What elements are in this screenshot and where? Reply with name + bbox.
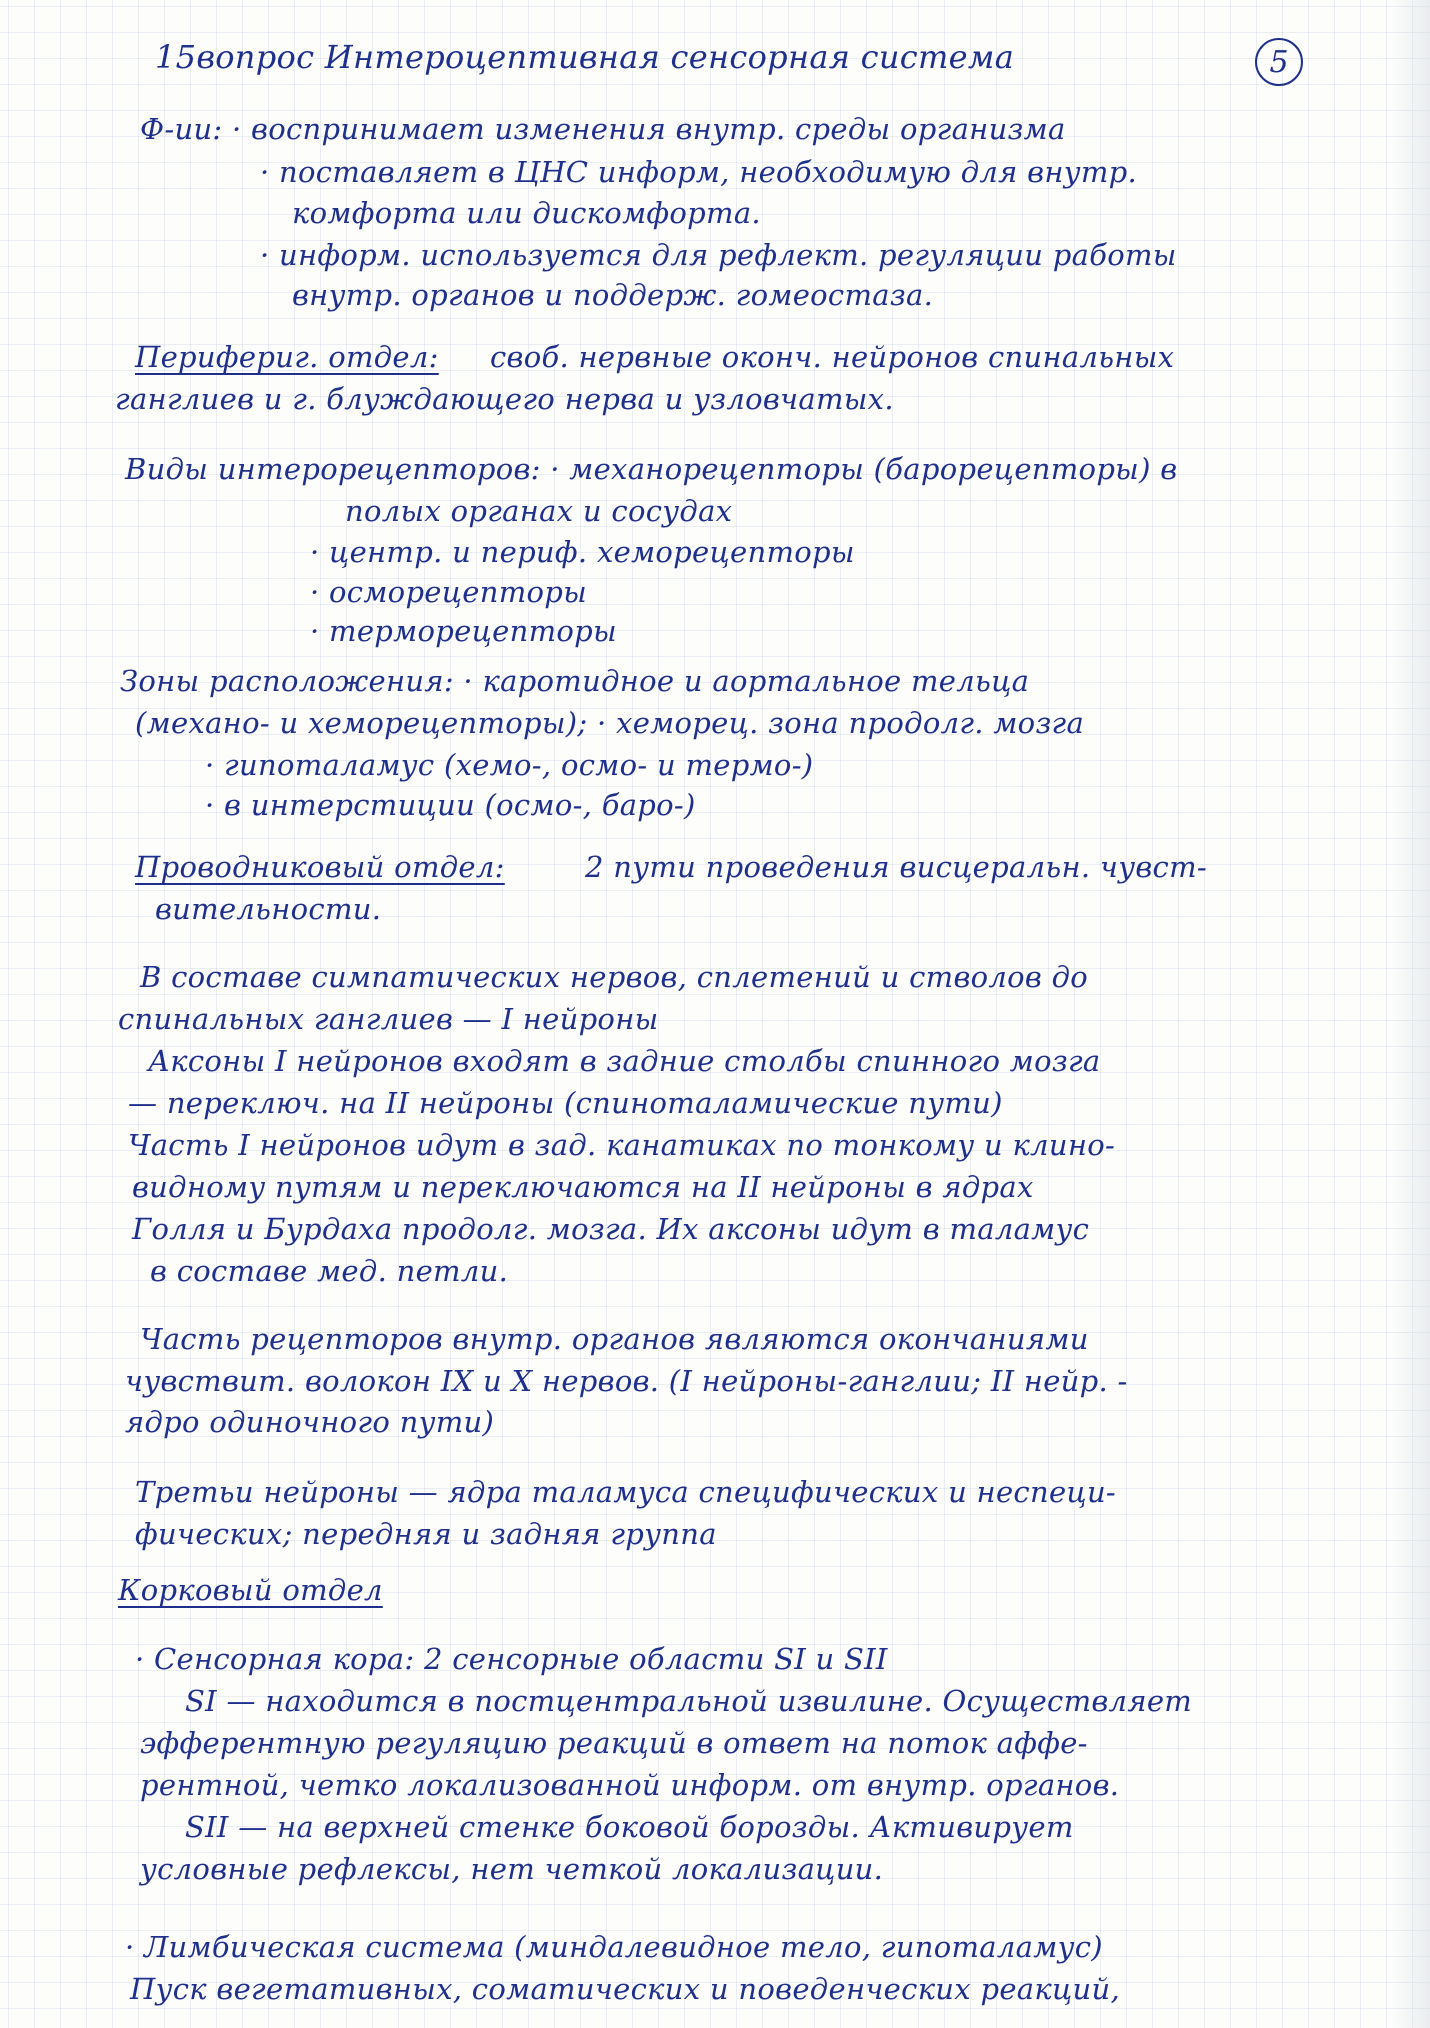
text-line: SII — на верхней стенке боковой борозды. Активирует: [185, 1810, 1074, 1844]
text-line: Голля и Бурдаха продолг. мозга. Их аксоны идут в таламус: [132, 1212, 1090, 1246]
text-line: комфорта или дискомфорта.: [292, 196, 761, 230]
text-line: — переключ. на II нейроны (спиноталамические пути): [128, 1086, 1003, 1120]
text-line: · осморецепторы: [310, 575, 588, 609]
text-line: ганглиев и г. блуждающего нерва и узловчатых.: [115, 382, 894, 416]
text-line: Часть I нейронов идут в зад. канатиках по тонкому и клино-: [128, 1128, 1116, 1162]
text-line: в составе мед. петли.: [150, 1254, 509, 1288]
text-line: своб. нервные оконч. нейронов спинальных: [490, 340, 1175, 374]
text-line: фических; передняя и задняя группа: [135, 1517, 717, 1551]
page-number-circle: 5: [1255, 38, 1303, 86]
text-line: Зоны расположения: · каротидное и аортальное тельца: [120, 664, 1030, 698]
text-line: · Сенсорная кора: 2 сенсорные области SI и SII: [135, 1642, 888, 1676]
page-edge-shadow: [1390, 0, 1430, 2028]
text-line: полых органах и сосудах: [345, 494, 733, 528]
text-line: чувствит. волокон IX и X нервов. (I нейроны-ганглии; II нейр. -: [125, 1364, 1128, 1398]
text-line: · гипоталамус (хемо-, осмо- и термо-): [205, 748, 814, 782]
text-line: вительности.: [155, 892, 382, 926]
text-line: рентной, четко локализованной информ. от внутр. органов.: [140, 1768, 1120, 1802]
text-line: SI — находится в постцентральной извилине. Осуществляет: [185, 1684, 1193, 1718]
text-line: условные рефлексы, нет четкой локализации.: [140, 1852, 884, 1886]
text-line: · терморецепторы: [310, 614, 617, 648]
text-line: Ф-ии: · воспринимает изменения внутр. среды организма: [140, 112, 1066, 146]
text-line: 2 пути проведения висцеральн. чувст-: [585, 850, 1207, 884]
text-line: · поставляет в ЦНС информ, необходимую для внутр.: [260, 155, 1138, 189]
text-line: Виды интерорецепторов: · механорецепторы (барорецепторы) в: [125, 452, 1178, 486]
text-line: · Лимбическая система (миндалевидное тело, гипоталамус): [125, 1930, 1103, 1964]
text-line: эфферентную регуляцию реакций в ответ на поток аффе-: [140, 1726, 1088, 1760]
text-line: ядро одиночного пути): [125, 1405, 495, 1439]
text-line: Аксоны I нейронов входят в задние столбы спинного мозга: [148, 1044, 1101, 1078]
text-line: (механо- и хеморецепторы); · хеморец. зона продолг. мозга: [135, 706, 1085, 740]
text-line: · в интерстиции (осмо-, баро-): [205, 788, 696, 822]
section-heading-cortical: Корковый отдел: [118, 1573, 383, 1607]
text-line: · центр. и периф. хеморецепторы: [310, 535, 855, 569]
text-line: Пуск вегетативных, соматических и поведенческих реакций,: [130, 1972, 1120, 2006]
text-line: В составе симпатических нервов, сплетений и стволов до: [140, 960, 1089, 994]
section-heading-conductive: Проводниковый отдел:: [135, 850, 505, 884]
text-line: Часть рецепторов внутр. органов являются окончаниями: [140, 1322, 1089, 1356]
text-line: · информ. используется для рефлект. регуляции работы: [260, 238, 1177, 272]
text-line: Третьи нейроны — ядра таламуса специфических и неспеци-: [135, 1475, 1117, 1509]
text-line: спинальных ганглиев — I нейроны: [118, 1002, 659, 1036]
text-line: внутр. органов и поддерж. гомеостаза.: [292, 278, 934, 312]
question-title: 15вопрос Интероцептивная сенсорная система: [155, 38, 1015, 76]
text-line: видному путям и переключаются на II нейроны в ядрах: [132, 1170, 1034, 1204]
section-heading-peripheral: Перифериг. отдел:: [135, 340, 439, 374]
